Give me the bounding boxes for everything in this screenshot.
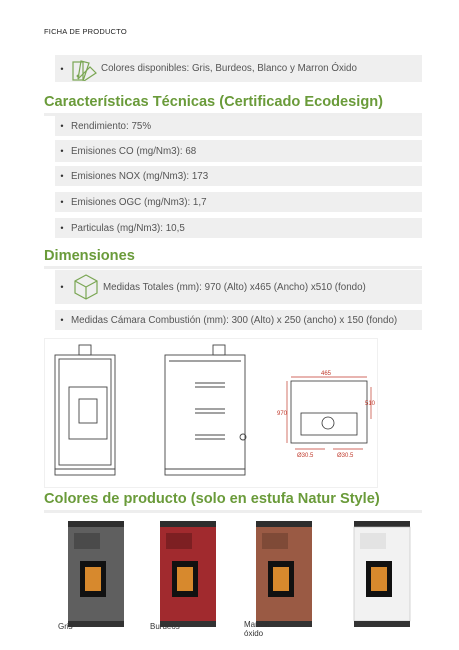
bullet: • (60, 146, 64, 156)
stove-image-blanco (344, 519, 416, 631)
dims-item (55, 270, 422, 304)
drawing-depth-label: 510 (365, 401, 376, 407)
tech-item (55, 166, 422, 186)
colors-text: Colores disponibles: Gris, Burdeos, Blanco y Marron Óxido (101, 63, 357, 74)
palette-icon (71, 57, 101, 81)
stove-image-marron (246, 519, 318, 631)
tech-section-title: Características Técnicas (Certificado Ecodesign) (44, 94, 384, 110)
tech-item-text: Emisiones CO (mg/Nm3): 68 (71, 145, 197, 157)
bullet: • (60, 197, 64, 207)
stove-image-gris (58, 519, 130, 631)
dimension-drawings (44, 338, 378, 488)
tech-item (55, 218, 422, 238)
colors-title-underline (44, 510, 422, 513)
cube-icon (73, 273, 99, 301)
bullet: • (60, 315, 64, 325)
colors-row (55, 55, 422, 82)
tech-item-text: Particulas (mg/Nm3): 10,5 (71, 222, 185, 234)
dims-item-text: Medidas Cámara Combustión (mm): 300 (Alto) x 250 (ancho) x 150 (fondo) (71, 314, 398, 326)
dims-item-text: Medidas Totales (mm): 970 (Alto) x465 (Ancho) x510 (fondo) (103, 281, 366, 293)
doc-header-label: FICHA DE PRODUCTO (44, 27, 127, 36)
caption-gris: Gris (58, 622, 73, 631)
drawings-svg (45, 339, 377, 487)
tech-item-text: Emisiones NOX (mg/Nm3): 173 (71, 170, 209, 182)
drawing-width-label: 465 (321, 371, 332, 377)
drawing-bottom-right-label: Ø30.5 (337, 453, 354, 459)
bullet: • (60, 223, 64, 233)
tech-item-text: Rendimiento: 75% (71, 120, 152, 132)
stove-image-burdeos (150, 519, 222, 631)
drawing-bottom-left-label: Ø30.5 (297, 453, 314, 459)
drawing-height-label: 970 (277, 411, 288, 417)
dims-item (55, 310, 422, 330)
caption-marron-oxido: Marrón óxido (244, 620, 270, 638)
dims-section-title: Dimensiones (44, 248, 135, 264)
tech-item (55, 192, 422, 212)
tech-item (55, 116, 422, 136)
bullet: • (60, 171, 64, 181)
bullet: • (60, 121, 64, 131)
tech-item (55, 140, 422, 162)
tech-item-text: Emisiones OGC (mg/Nm3): 1,7 (71, 196, 207, 208)
caption-burdeos: Burdeos (150, 622, 180, 631)
bullet: • (60, 282, 64, 292)
colors-section-title: Colores de producto (solo en estufa Natur Style) (44, 491, 380, 507)
dims-title-underline (44, 266, 422, 269)
bullet: • (60, 63, 64, 74)
